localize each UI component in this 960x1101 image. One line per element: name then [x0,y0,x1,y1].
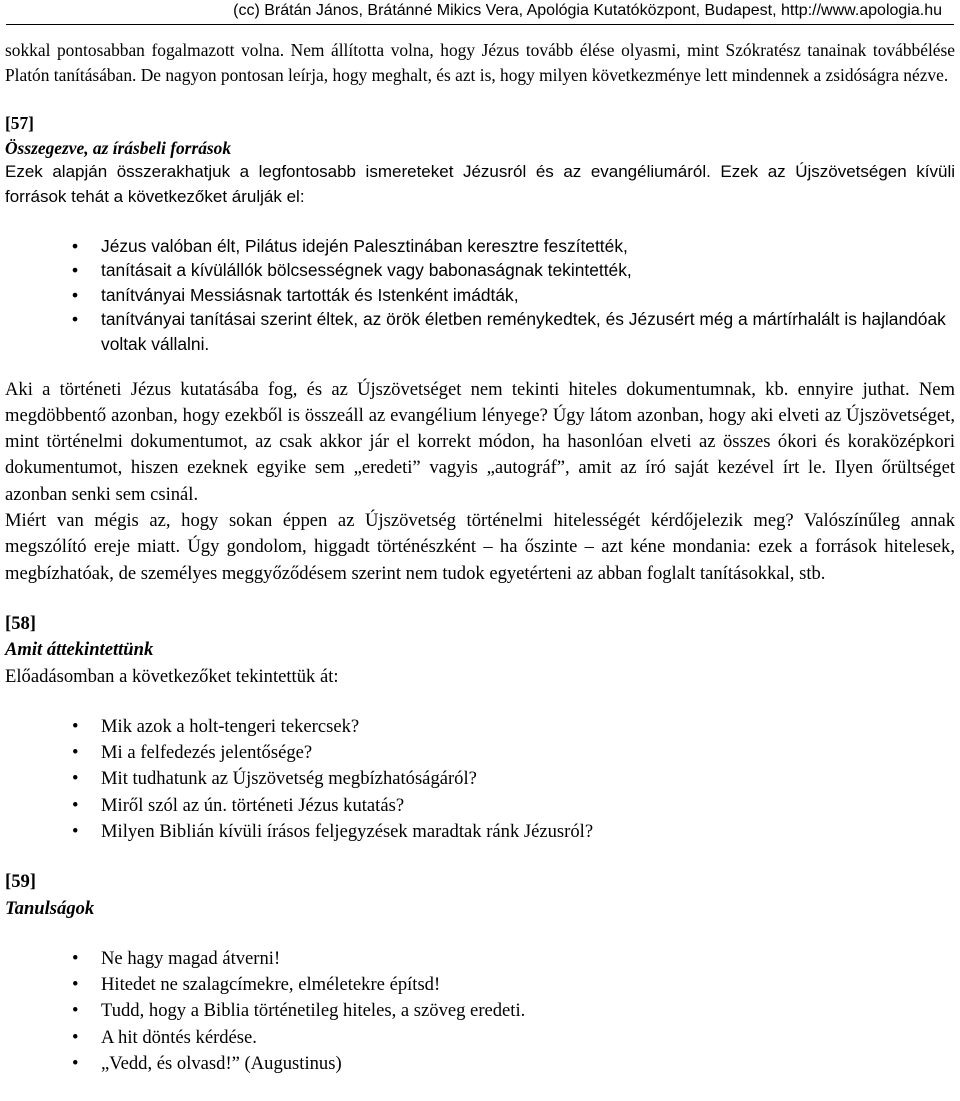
bullet-icon: • [72,947,79,969]
bullet-icon: • [72,235,79,256]
section-57-paragraph-3: Miért van mégis az, hogy sokan éppen az Újszövetség történelmi hitelességét kérdőjelezik meg? Valószínűleg annak megszólító ereje miatt. Úgy gondolom, higgadt történészként – ha őszinte – azt kéne mondania: ezek a források hitelesek, megbízhatóak, de személyes meggyőződésem szerint nem tudok egyetérteni az abban foglalt tanításokkal, stb. [5,510,955,584]
bullet-icon: • [72,974,79,996]
intro-paragraph: sokkal pontosabban fogalmazott volna. Nem állította volna, hogy Jézus tovább élése olyasmi, mint Szókratész tanainak továbbélése Platón tanításában. De nagyon pontosan leírja, hogy meghalt, és azt is, hogy milyen következménye lett mindennek a zsidóságra nézve. [5,40,955,85]
section-59-list [5,946,955,1077]
section-57-list [5,234,955,357]
bullet-icon: • [72,1026,79,1048]
list-item: • Jézus valóban élt, Pilátus idején Palesztinában keresztre feszítették, [5,234,955,259]
section-59-title: Tanulságok [5,897,95,919]
section-58-list [5,714,955,845]
list-item: • Milyen Biblián kívüli írásos feljegyzések maradtak ránk Jézusról? [5,819,955,845]
bullet-icon: • [72,309,79,330]
list-item: • „Vedd, és olvasd!” (Augustinus) [5,1051,955,1077]
section-59-number: [59] [5,871,36,893]
section-57-number: [57] [5,113,34,134]
list-item: • Miről szól az ún. történeti Jézus kutatás? [5,793,955,819]
bullet-icon: • [72,1000,79,1022]
bullet-icon: • [72,1053,79,1075]
bullet-icon: • [72,260,79,281]
section-57-title: Összegezve, az írásbeli források [5,137,232,158]
bullet-icon: • [72,768,79,790]
list-item: • tanításait a kívülállók bölcsességnek vagy babonaságnak tekintették, [5,258,955,283]
bullet-icon: • [72,284,79,305]
list-item: • Mit tudhatunk az Újszövetség megbízhatóságáról? [5,766,955,792]
bullet-icon: • [72,820,79,842]
list-item: • A hit döntés kérdése. [5,1025,955,1051]
list-item: • tanítványai Messiásnak tartották és Istenként imádták, [5,283,955,308]
section-58-number: [58] [5,612,36,634]
section-57-paragraph: Ezek alapján összerakhatjuk a legfontosabb ismereteket Jézusról és az evangéliumáról. Ezek az Újszövetségen kívüli források tehát a következőket árulják el: [5,162,955,206]
document-body [5,38,955,1077]
list-item: • Ne hagy magad átverni! [5,946,955,972]
list-item: • Mi a felfedezés jelentősége? [5,740,955,766]
bullet-icon: • [72,715,79,737]
page-header: (cc) Brátán János, Brátánné Mikics Vera, Apológia Kutatóközpont, Budapest, http://www.apologia.hu [233,2,942,19]
list-item: • Hitedet ne szalagcímekre, elméletekre építsd! [5,972,955,998]
list-item: • Mik azok a holt-tengeri tekercsek? [5,714,955,740]
bullet-icon: • [72,742,79,764]
bullet-icon: • [72,794,79,816]
section-57-paragraph-2: Aki a történeti Jézus kutatásába fog, és az Újszövetséget nem tekinti hiteles dokumentumnak, kb. ennyire juthat. Nem megdöbbentő azonban, hogy ezekből is összeáll az evangélium lényege? Úgy látom azonban, hogy aki elveti az Újszövetséget, mint történelmi dokumentumot, az csak akkor jár el korrekt módon, ha hasonlóan elveti az összes ókori és koraközépkori dokumentumot, hiszen ezeknek egyike sem „eredeti” vagyis „autográf”, amit az író saját kezével írt le. Ilyen őrültséget azonban senki sem csinál. [5,378,955,505]
list-item: • tanítványai tanításai szerint éltek, az örök életben reménykedtek, és Jézusért még a mártírhalált is hajlandóak voltak vállalni. [72,309,946,354]
section-58-title: Amit áttekintettünk [5,639,154,661]
section-58-paragraph: Előadásomban a következőket tekintettük át: [5,665,339,687]
list-item: • Tudd, hogy a Biblia történetileg hiteles, a szöveg eredeti. [5,998,955,1024]
header-divider [6,24,954,25]
